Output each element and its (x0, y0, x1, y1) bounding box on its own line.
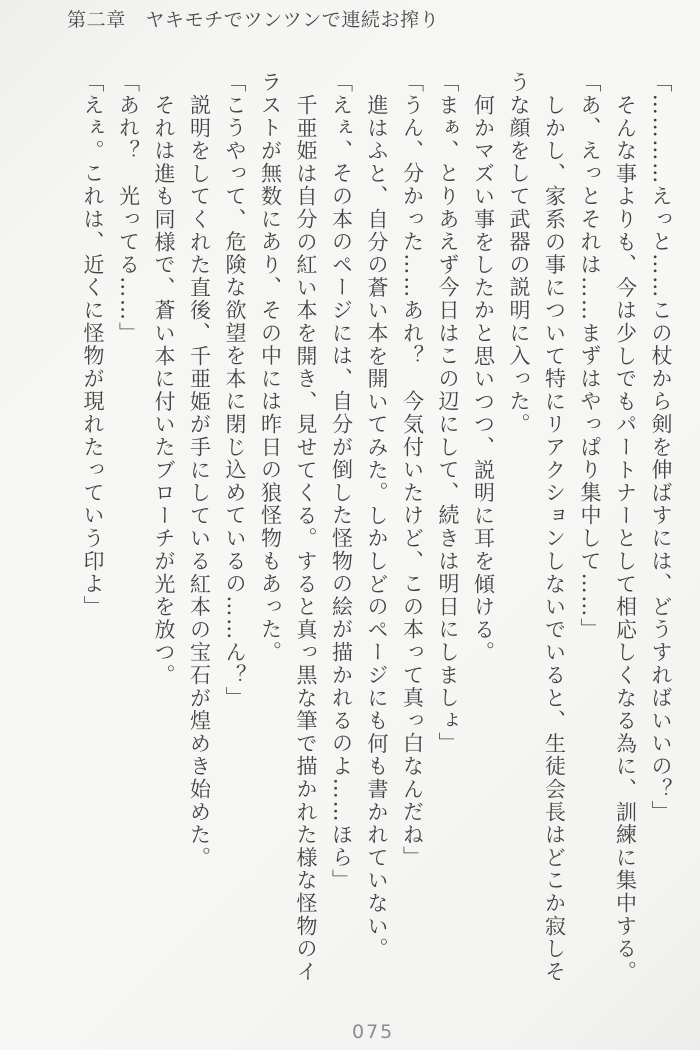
paragraph: それは進も同様で、蒼い本に付いたブローチが光を放つ。 (152, 93, 176, 687)
paragraph: 「あれ？ 光ってる……」 (116, 71, 141, 345)
paragraph: 「えぇ、その本のページには、自分が倒した怪物の絵が描かれるのよ……ほら」 (329, 71, 354, 892)
paragraph: そんな事よりも、今は少しでもパートナーとして相応しくなる為に、訓練に集中する。 (613, 93, 638, 983)
chapter-header: 第二章 ヤキモチでツンツンで連続お搾り (67, 9, 440, 31)
paragraph: 「えぇ。これは、近くに怪物が現れたっていう印よ」 (81, 71, 105, 619)
paragraph: 千亜姫は自分の紅い本を開き、見せてくる。すると真っ黒な筆で描かれた様な怪物のイラストが無数にあり、その中には昨日の狼怪物もあった。 (258, 71, 318, 983)
paragraph: 進はふと、自分の蒼い本を開いてみた。しかしどのページにも何も書かれていない。 (365, 93, 389, 961)
paragraph: 「…………えっと……この杖から剣を伸ばすには、どうすればいいの？」 (649, 71, 673, 824)
paragraph: 説明をしてくれた直後、千亜姫が手にしている紅本の宝石が煌めき始めた。 (187, 93, 212, 869)
paragraph: 何かマズい事をしたかと思いつつ、説明に耳を傾ける。 (471, 93, 496, 664)
paragraph: しかし、家系の事について特にリアクションしないでいると、生徒会長はどこか寂しそうな顔をして武器の説明に入った。 (507, 71, 567, 983)
paragraph: 「まぁ、とりあえず今日はこの辺にして、続きは明日にしましょ」 (436, 71, 460, 755)
body-text (74, 71, 678, 985)
page-number: 075 (352, 1021, 395, 1043)
paragraph: 「こうやって、危険な欲望を本に閉じ込めているの……ん？」 (223, 71, 247, 710)
paragraph: 「うん、分かった……あれ？ 今気付いたけど、この本って真っ白なんだね」 (400, 71, 425, 869)
paragraph: 「あ、えっとそれは……まずはやっぱり集中して……」 (578, 71, 602, 641)
